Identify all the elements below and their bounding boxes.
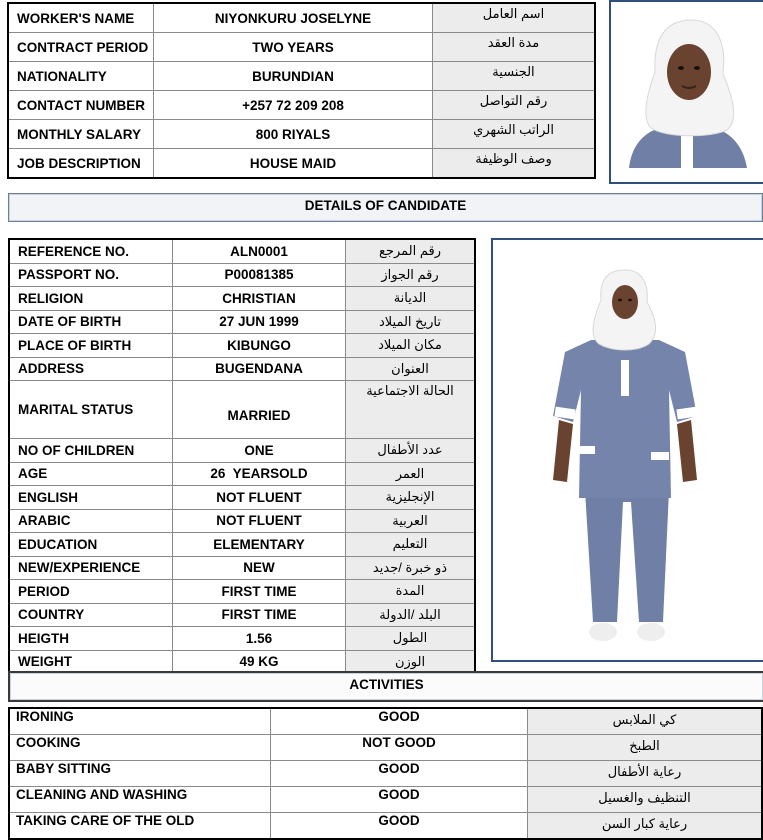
table-row bbox=[9, 334, 475, 358]
candidate-full-body-photo bbox=[491, 238, 763, 662]
row-value: P00081385 bbox=[173, 263, 346, 287]
table-row bbox=[9, 580, 475, 604]
candidate-headshot-photo bbox=[609, 0, 763, 184]
row-value: 1.56 bbox=[173, 627, 346, 651]
row-arabic-label: العربية bbox=[346, 509, 476, 533]
row-label: COOKING bbox=[9, 735, 271, 761]
row-arabic-label: ذو خبرة /جديد bbox=[346, 556, 476, 580]
table-row bbox=[9, 735, 762, 761]
row-value: ONE bbox=[173, 439, 346, 463]
row-arabic-label: الديانة bbox=[346, 287, 476, 311]
headshot-illustration bbox=[611, 2, 763, 182]
row-arabic-label: رقم التواصل bbox=[479, 93, 548, 108]
row-value: NOT GOOD bbox=[271, 735, 528, 761]
row-label: WORKER'S NAME bbox=[8, 3, 154, 33]
row-value: MARRIED bbox=[173, 381, 346, 439]
row-value: BUGENDANA bbox=[173, 357, 346, 381]
table-row bbox=[8, 149, 595, 179]
row-label: RELIGION bbox=[9, 287, 173, 311]
row-arabic-label: كي الملابس bbox=[528, 708, 763, 735]
row-arabic-label: العمر bbox=[346, 462, 476, 486]
row-value: NIYONKURU JOSELYNE bbox=[154, 3, 433, 33]
row-value: NOT FLUENT bbox=[173, 486, 346, 510]
row-value: GOOD bbox=[271, 761, 528, 787]
row-label: IRONING bbox=[9, 708, 271, 735]
table-row bbox=[9, 263, 475, 287]
row-arabic-label: الجنسية bbox=[492, 64, 535, 79]
row-arabic-label: رعاية الأطفال bbox=[528, 761, 763, 787]
row-label: CONTACT NUMBER bbox=[8, 91, 154, 120]
row-label: MONTHLY SALARY bbox=[8, 120, 154, 149]
full-body-illustration bbox=[493, 240, 763, 660]
row-label: REFERENCE NO. bbox=[9, 239, 173, 263]
row-value: NOT FLUENT bbox=[173, 509, 346, 533]
table-row bbox=[9, 813, 762, 840]
row-arabic-label: رقم الجواز bbox=[346, 263, 476, 287]
row-arabic-label: عدد الأطفال bbox=[346, 439, 476, 463]
table-row bbox=[9, 603, 475, 627]
row-arabic-label: الراتب الشهري bbox=[473, 122, 554, 137]
activities-table bbox=[8, 707, 763, 840]
row-label: NATIONALITY bbox=[8, 62, 154, 91]
row-label: PLACE OF BIRTH bbox=[9, 334, 173, 358]
row-value: 49 KG bbox=[173, 650, 346, 674]
row-value: GOOD bbox=[271, 813, 528, 840]
table-row bbox=[9, 439, 475, 463]
table-row bbox=[9, 627, 475, 651]
row-value: FIRST TIME bbox=[173, 603, 346, 627]
row-value: 800 RIYALS bbox=[154, 120, 433, 149]
table-row bbox=[9, 787, 762, 813]
row-label: ADDRESS bbox=[9, 357, 173, 381]
table-row bbox=[8, 120, 595, 149]
row-label: ARABIC bbox=[9, 509, 173, 533]
row-value: CHRISTIAN bbox=[173, 287, 346, 311]
row-value: GOOD bbox=[271, 708, 528, 735]
row-arabic-label: اسم العامل bbox=[482, 6, 545, 21]
row-arabic-label: الطول bbox=[346, 627, 476, 651]
table-row bbox=[8, 3, 595, 33]
table-row bbox=[9, 381, 475, 439]
row-label: CONTRACT PERIOD bbox=[8, 33, 154, 62]
row-value: ALN0001 bbox=[173, 239, 346, 263]
row-value: NEW bbox=[173, 556, 346, 580]
row-label: TAKING CARE OF THE OLD bbox=[9, 813, 271, 840]
row-label: CLEANING AND WASHING bbox=[9, 787, 271, 813]
row-label: JOB DESCRIPTION bbox=[8, 149, 154, 179]
row-label: EDUCATION bbox=[9, 533, 173, 557]
table-row bbox=[9, 357, 475, 381]
details-section-header: DETAILS OF CANDIDATE bbox=[8, 193, 763, 222]
row-label: NEW/EXPERIENCE bbox=[9, 556, 173, 580]
table-row bbox=[9, 708, 762, 735]
table-row bbox=[9, 486, 475, 510]
table-row bbox=[9, 287, 475, 311]
row-label: AGE bbox=[9, 462, 173, 486]
table-row bbox=[9, 310, 475, 334]
row-arabic-label: البلد /الدولة bbox=[346, 603, 476, 627]
table-row bbox=[9, 761, 762, 787]
row-arabic-label: الوزن bbox=[346, 650, 476, 674]
row-value: ELEMENTARY bbox=[173, 533, 346, 557]
row-label: PASSPORT NO. bbox=[9, 263, 173, 287]
row-label: PERIOD bbox=[9, 580, 173, 604]
row-label: COUNTRY bbox=[9, 603, 173, 627]
table-row bbox=[8, 33, 595, 62]
row-label: MARITAL STATUS bbox=[9, 381, 173, 439]
table-row bbox=[9, 509, 475, 533]
row-arabic-label: التنظيف والغسيل bbox=[528, 787, 763, 813]
row-arabic-label: مدة العقد bbox=[487, 35, 540, 50]
table-row bbox=[9, 533, 475, 557]
row-value: 26 YEARSOLD bbox=[173, 462, 346, 486]
table-row bbox=[9, 239, 475, 263]
row-value: HOUSE MAID bbox=[154, 149, 433, 179]
row-arabic-label: مكان الميلاد bbox=[346, 334, 476, 358]
row-label: DATE OF BIRTH bbox=[9, 310, 173, 334]
row-arabic-label: الحالة الاجتماعية bbox=[346, 381, 476, 439]
row-value: KIBUNGO bbox=[173, 334, 346, 358]
row-arabic-label: الطبخ bbox=[528, 735, 763, 761]
table-row bbox=[9, 462, 475, 486]
row-value: 27 JUN 1999 bbox=[173, 310, 346, 334]
row-arabic-label: العنوان bbox=[346, 357, 476, 381]
row-label: ENGLISH bbox=[9, 486, 173, 510]
table-row bbox=[8, 91, 595, 120]
activities-section-header: ACTIVITIES bbox=[8, 671, 763, 702]
row-label: HEIGTH bbox=[9, 627, 173, 651]
table-row bbox=[9, 556, 475, 580]
row-arabic-label: وصف الوظيفة bbox=[475, 151, 552, 166]
row-value: TWO YEARS bbox=[154, 33, 433, 62]
candidate-details-table bbox=[8, 238, 476, 675]
row-value: +257 72 209 208 bbox=[154, 91, 433, 120]
row-value: FIRST TIME bbox=[173, 580, 346, 604]
row-arabic-label: المدة bbox=[346, 580, 476, 604]
row-arabic-label: رقم المرجع bbox=[346, 239, 476, 263]
row-arabic-label: الإنجليزية bbox=[346, 486, 476, 510]
row-label: BABY SITTING bbox=[9, 761, 271, 787]
row-arabic-label: التعليم bbox=[346, 533, 476, 557]
row-label: WEIGHT bbox=[9, 650, 173, 674]
worker-summary-table bbox=[7, 2, 596, 179]
row-arabic-label: تاريخ الميلاد bbox=[346, 310, 476, 334]
row-label: NO OF CHILDREN bbox=[9, 439, 173, 463]
row-arabic-label: رعاية كبار السن bbox=[528, 813, 763, 840]
table-row bbox=[8, 62, 595, 91]
row-value: BURUNDIAN bbox=[154, 62, 433, 91]
row-value: GOOD bbox=[271, 787, 528, 813]
